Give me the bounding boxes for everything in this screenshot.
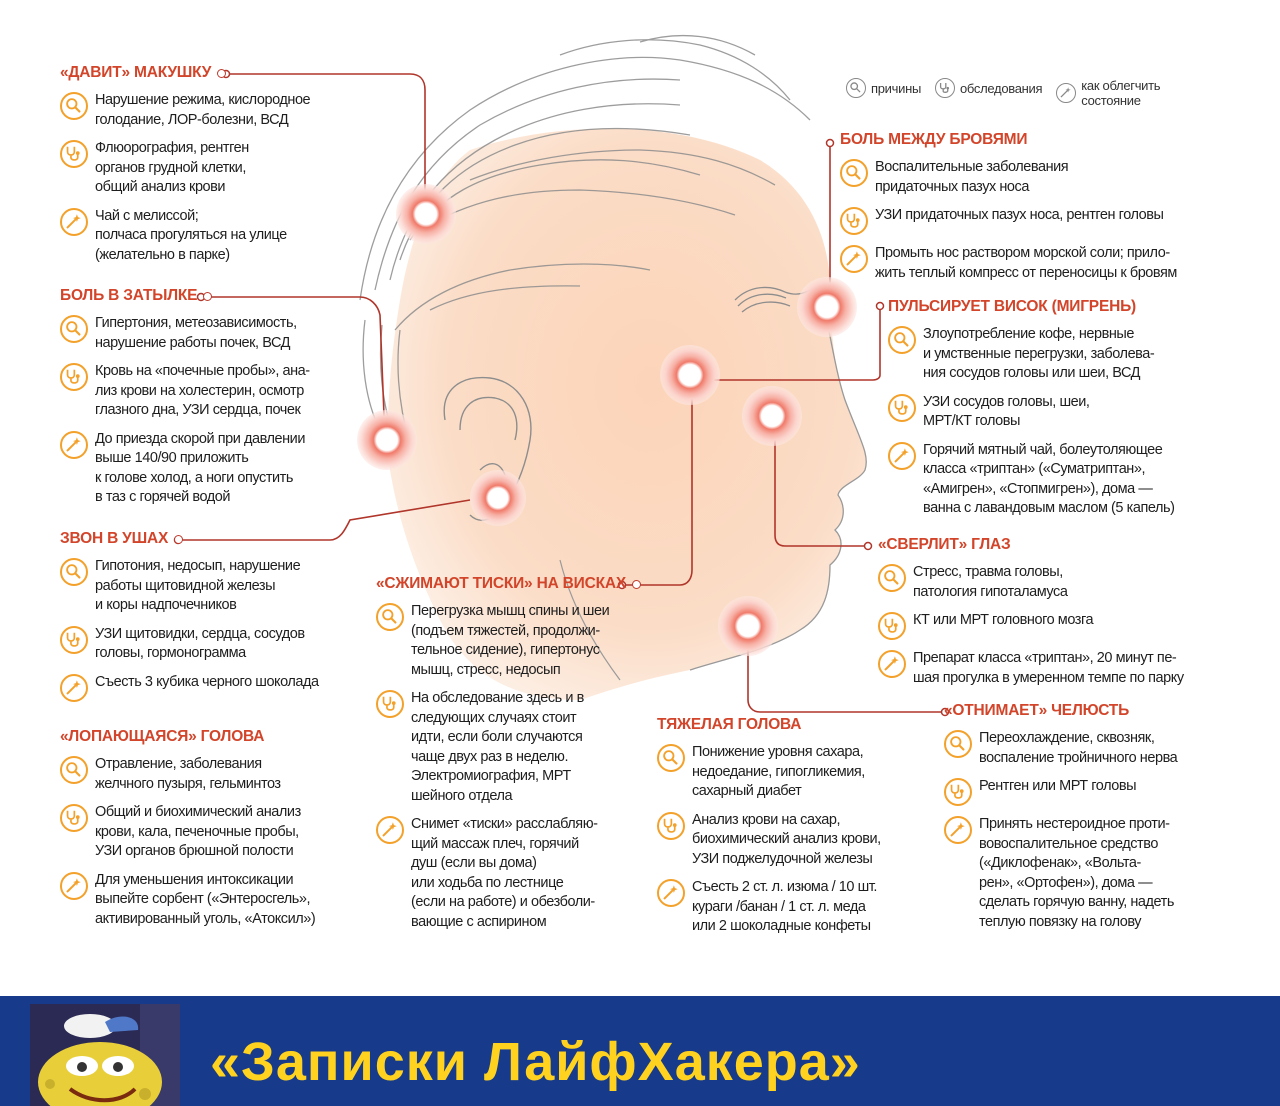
stethoscope-icon	[840, 207, 868, 235]
list-item	[944, 777, 1244, 806]
list-item	[60, 803, 370, 862]
list-item	[878, 649, 1258, 688]
list-item	[60, 673, 370, 702]
item-text: Препарат класса «триптан», 20 минут пе- шая прогулка в умеренном темпе по парку	[913, 650, 1184, 686]
stethoscope-icon	[888, 394, 916, 422]
section-heavy	[657, 716, 932, 937]
magnifier-icon	[878, 564, 906, 592]
stethoscope-icon	[60, 804, 88, 832]
stethoscope-icon	[944, 778, 972, 806]
item-text: Съесть 2 ст. л. изюма / 10 шт. кураги /банан / 1 ст. л. меда или 2 шоколадные конфеты	[692, 879, 877, 934]
magnifier-icon	[60, 558, 88, 586]
item-text: Отравление, заболевания желчного пузыря, гельминтоз	[95, 756, 281, 792]
list-item	[888, 441, 1248, 519]
item-text: Нарушение режима, кислородное голодание, ЛОР-болезни, ВСД	[95, 92, 311, 128]
section-brows	[840, 131, 1240, 283]
list-item	[840, 158, 1240, 197]
section-bursting	[60, 728, 370, 929]
item-text: Перегрузка мышц спины и шеи (подъем тяжестей, продолжи- тельное сидение), гипертонус мышц, стресс, недосып	[411, 603, 610, 678]
list-item	[60, 139, 380, 198]
item-text: Чай с мелиссой; полчаса прогуляться на улице (желательно в парке)	[95, 207, 287, 263]
list-item	[60, 207, 380, 266]
section-title: ЗВОН В УШАХ	[60, 530, 370, 548]
item-text: Флюорография, рентген органов грудной клетки, общий анализ крови	[95, 140, 249, 195]
section-eye	[878, 536, 1258, 688]
list-item	[60, 625, 370, 664]
legend	[846, 78, 1160, 108]
section-title: БОЛЬ МЕЖДУ БРОВЯМИ	[840, 131, 1028, 148]
list-item	[657, 811, 932, 870]
magic-wand-icon	[878, 650, 906, 678]
hotspot-jaw	[718, 596, 778, 656]
list-item	[840, 244, 1240, 283]
stethoscope-icon	[60, 140, 88, 168]
stethoscope-icon	[60, 626, 88, 654]
list-item	[376, 689, 656, 806]
item-text: КТ или МРТ головного мозга	[913, 612, 1094, 628]
item-text: Переохлаждение, сквозняк, воспаление тройничного нерва	[979, 730, 1178, 766]
list-item	[60, 430, 380, 508]
list-item	[657, 878, 932, 937]
banner-title: «Записки ЛайфХакера»	[210, 1032, 861, 1092]
avatar	[30, 1004, 180, 1106]
list-item	[60, 755, 370, 794]
legend-causes-label: причины	[871, 80, 921, 96]
list-item	[60, 557, 370, 616]
magic-wand-icon	[60, 674, 88, 702]
list-item	[878, 611, 1258, 640]
legend-exams-label: обследования	[960, 80, 1043, 96]
item-text: Анализ крови на сахар, биохимический анализ крови, УЗИ поджелудочной железы	[692, 811, 881, 867]
item-text: Рентген или МРТ головы	[979, 778, 1137, 794]
legend-relief	[1056, 78, 1160, 108]
section-vise	[376, 575, 656, 932]
list-item	[60, 91, 380, 130]
item-text: До приезда скорой при давлении выше 140/90 приложить к голове холод, а ноги опустить в таз с горячей водой	[95, 430, 305, 505]
magnifier-icon	[376, 603, 404, 631]
item-text: Съесть 3 кубика черного шоколада	[95, 673, 319, 690]
list-item	[888, 325, 1248, 384]
item-text: Снимет «тиски» расслабляю- щий массаж плеч, горячий душ (если вы дома) или ходьба по лестнице (если на работе) и обезболи- вающие с аспирином	[411, 816, 598, 930]
item-text: Общий и биохимический анализ крови, кала, печеночные пробы, УЗИ органов брюшной полости	[95, 804, 301, 859]
section-title: «ЛОПАЮЩАЯСЯ» ГОЛОВА	[60, 728, 265, 745]
list-item	[944, 815, 1244, 932]
hotspot-eye	[742, 386, 802, 446]
item-text: Горячий мятный чай, болеутоляющее класса «триптан» («Суматриптан», «Амигрен», «Стопмигрен»), дома — ванна с лавандовым маслом (5 капель)	[923, 441, 1175, 516]
section-temple	[888, 298, 1248, 519]
section-crown	[60, 64, 380, 265]
section-occiput	[60, 287, 380, 508]
magnifier-icon	[60, 315, 88, 343]
list-item	[944, 729, 1244, 768]
section-title: ТЯЖЕЛАЯ ГОЛОВА	[657, 716, 802, 733]
item-text: Для уменьшения интоксикации выпейте сорбент («Энтеросгель», активированный уголь, «Атоксил»)	[95, 871, 316, 927]
list-item	[888, 393, 1248, 432]
item-text: УЗИ сосудов головы, шеи, МРТ/КТ головы	[923, 393, 1090, 429]
item-text: Гипотония, недосып, нарушение работы щитовидной железы и коры надпочечников	[95, 558, 301, 613]
item-text: Кровь на «почечные пробы», ана- лиз крови на холестерин, осмотр глазного дна, УЗИ сердца, почек	[95, 363, 310, 418]
magic-wand-icon	[840, 245, 868, 273]
hotspot-ear	[470, 470, 526, 526]
section-title: БОЛЬ В ЗАТЫЛКЕ	[60, 287, 380, 305]
magnifier-icon	[840, 159, 868, 187]
list-item	[376, 815, 656, 932]
list-item	[60, 871, 370, 930]
magic-wand-icon	[944, 816, 972, 844]
list-item	[840, 206, 1240, 235]
list-item	[657, 743, 932, 802]
legend-causes	[846, 78, 921, 98]
magnifier-icon	[60, 756, 88, 784]
stethoscope-icon	[935, 78, 955, 98]
section-title: ПУЛЬСИРУЕТ ВИСОК (МИГРЕНЬ)	[888, 298, 1136, 315]
magic-wand-icon	[1056, 83, 1076, 103]
item-text: Понижение уровня сахара, недоедание, гипогликемия, сахарный диабет	[692, 744, 865, 799]
stethoscope-icon	[60, 363, 88, 391]
item-text: На обследование здесь и в следующих случаях стоит идти, если боли случаются чаще двух раз в неделю. Электромиография, МРТ шейного отдела	[411, 690, 584, 804]
stethoscope-icon	[657, 812, 685, 840]
section-title: «СВЕРЛИТ» ГЛАЗ	[878, 536, 1011, 553]
item-text: УЗИ щитовидки, сердца, сосудов головы, гормонограмма	[95, 625, 305, 661]
item-text: УЗИ придаточных пазух носа, рентген головы	[875, 207, 1164, 223]
item-text: Стресс, травма головы, патология гипоталамуса	[913, 564, 1068, 600]
hotspot-temple-vise	[660, 345, 720, 405]
item-text: Злоупотребление кофе, нервные и умственные перегрузки, заболева- ния сосудов головы или шеи, ВСД	[923, 326, 1155, 381]
stethoscope-icon	[878, 612, 906, 640]
section-title: «ДАВИТ» МАКУШКУ	[60, 64, 380, 82]
item-text: Гипертония, метеозависимость, нарушение работы почек, ВСД	[95, 315, 297, 351]
magnifier-icon	[846, 78, 866, 98]
section-title: «СЖИМАЮТ ТИСКИ» НА ВИСКАХ	[376, 575, 656, 593]
list-item	[60, 362, 380, 421]
magnifier-icon	[60, 92, 88, 120]
list-item	[376, 602, 656, 680]
magic-wand-icon	[657, 879, 685, 907]
stethoscope-icon	[376, 690, 404, 718]
magic-wand-icon	[60, 208, 88, 236]
magnifier-icon	[657, 744, 685, 772]
magnifier-icon	[944, 730, 972, 758]
legend-exams	[935, 78, 1042, 98]
list-item	[60, 314, 380, 353]
section-ears	[60, 530, 370, 702]
hotspot-brows	[797, 277, 857, 337]
magic-wand-icon	[60, 431, 88, 459]
section-title: «ОТНИМАЕТ» ЧЕЛЮСТЬ	[944, 702, 1130, 719]
magic-wand-icon	[888, 442, 916, 470]
hotspot-crown	[396, 184, 456, 244]
item-text: Принять нестероидное проти- вовоспалительное средство («Диклофенак», «Вольта- рен», «Ортофен»), дома — сделать горячую ванну, надеть теплую повязку на голову	[979, 816, 1174, 930]
list-item	[878, 563, 1258, 602]
legend-relief-label: как облегчить состояние	[1081, 78, 1161, 108]
magic-wand-icon	[60, 872, 88, 900]
item-text: Воспалительные заболевания придаточных пазух носа	[875, 159, 1069, 195]
item-text: Промыть нос раствором морской соли; прило- жить теплый компресс от переносицы к бровям	[875, 245, 1177, 281]
magic-wand-icon	[376, 816, 404, 844]
section-jaw	[944, 702, 1244, 932]
magnifier-icon	[888, 326, 916, 354]
